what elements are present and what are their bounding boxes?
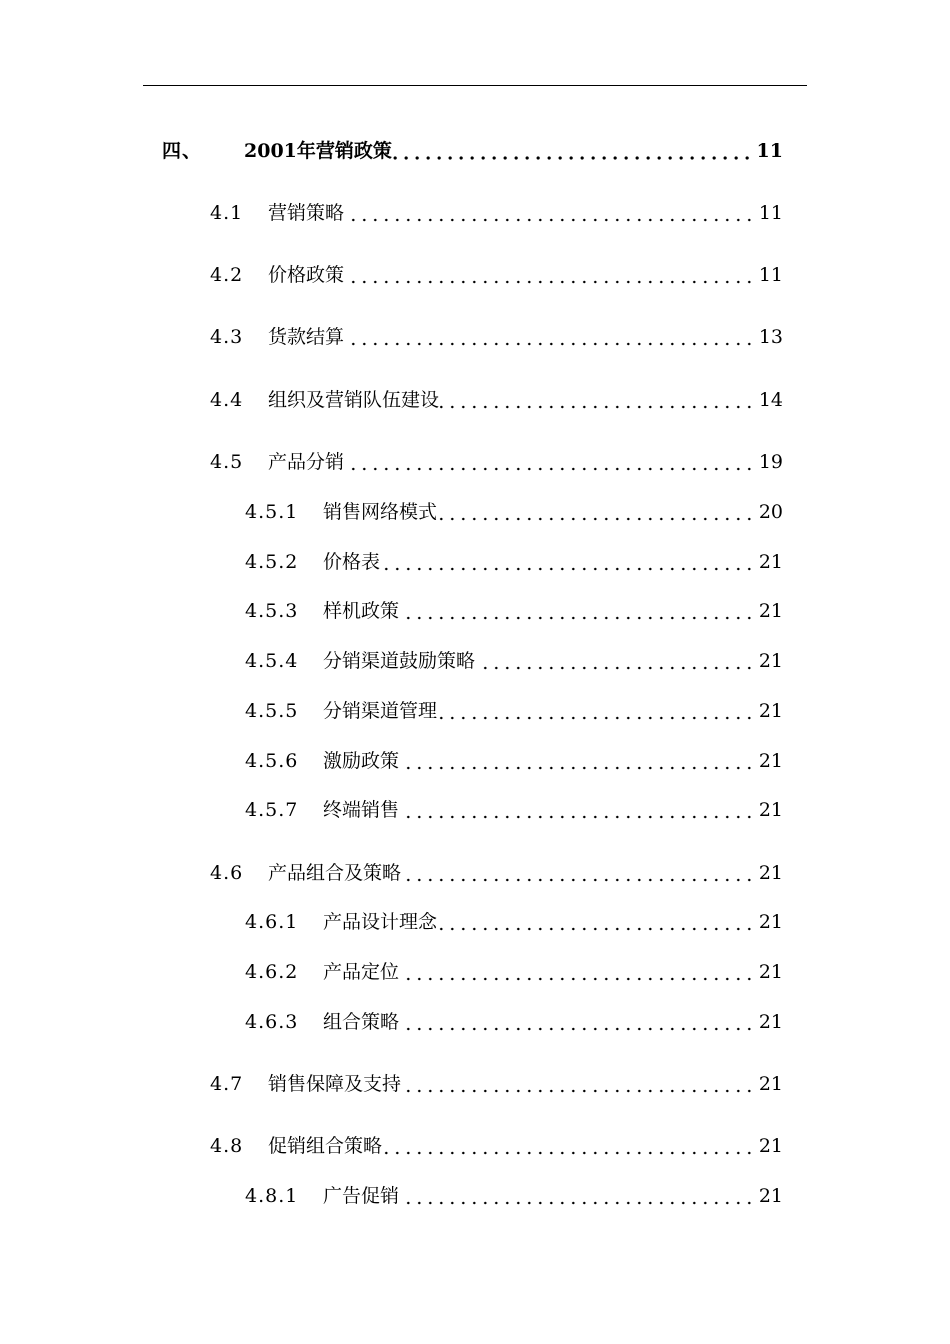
dot-leader [438, 907, 755, 937]
toc-title: 分销渠道鼓励策略 [323, 650, 476, 672]
toc-number: 4.5.3 [245, 600, 299, 622]
toc-entry-4-5-2[interactable] [245, 547, 783, 577]
toc-title: 促销组合策略 [268, 1135, 383, 1157]
toc-title: 组织及营销队伍建设 [268, 389, 440, 411]
toc-page-number: 21 [758, 1135, 783, 1157]
toc-page-number: 21 [758, 750, 783, 772]
toc-entry-4-8-1[interactable] [245, 1181, 783, 1211]
toc-title: 样机政策 [323, 600, 400, 622]
dot-leader [402, 1069, 755, 1099]
toc-number: 4.1 [210, 202, 244, 224]
toc-entry-4-7[interactable] [210, 1069, 783, 1099]
toc-page-number: 21 [758, 911, 783, 933]
dot-leader [438, 497, 755, 527]
toc-number: 4.8.1 [245, 1185, 299, 1207]
toc-page-number: 21 [758, 799, 783, 821]
toc-entry-4-5-5[interactable] [245, 696, 783, 726]
toc-entry-4-6-1[interactable] [245, 907, 783, 937]
toc-page-number: 21 [758, 1011, 783, 1033]
toc-title: 产品定位 [323, 961, 400, 983]
toc-number: 4.6 [210, 862, 244, 884]
toc-title: 分销渠道管理 [323, 700, 438, 722]
toc-title: 价格政策 [268, 264, 345, 286]
toc-page-number: 20 [758, 501, 783, 523]
dot-leader [383, 1131, 755, 1161]
toc-page-number: 21 [758, 700, 783, 722]
toc-page-number: 21 [758, 961, 783, 983]
dot-leader [345, 322, 755, 352]
dot-leader [476, 646, 755, 676]
dot-leader [400, 1007, 755, 1037]
toc-entry-4-5-4[interactable] [245, 646, 783, 676]
toc-page-number: 19 [758, 451, 783, 473]
dot-leader [345, 447, 755, 477]
toc-number: 4.5.7 [245, 799, 299, 821]
toc-entry-4-4[interactable] [210, 385, 783, 415]
dot-leader [400, 957, 755, 987]
toc-number: 4.6.3 [245, 1011, 299, 1033]
toc-entry-4-3[interactable] [210, 322, 783, 352]
toc-page-number: 13 [758, 326, 783, 348]
toc-entry-4-1[interactable] [210, 198, 783, 228]
toc-page-number: 14 [758, 389, 783, 411]
toc-entry-4-6-2[interactable] [245, 957, 783, 987]
toc-number: 4.6.1 [245, 911, 299, 933]
dot-leader [400, 746, 755, 776]
toc-page-number: 11 [756, 140, 783, 162]
toc-title: 产品设计理念 [323, 911, 438, 933]
toc-title: 销售保障及支持 [268, 1073, 402, 1095]
toc-title: 产品分销 [268, 451, 345, 473]
toc-page-number: 21 [758, 862, 783, 884]
toc-number: 4.5.4 [245, 650, 299, 672]
toc-entry-4-5-1[interactable] [245, 497, 783, 527]
toc-number: 4.5.5 [245, 700, 299, 722]
toc-number: 四、 [162, 140, 203, 162]
toc-title: 终端销售 [323, 799, 400, 821]
toc-page-number: 21 [758, 1185, 783, 1207]
dot-leader [400, 596, 755, 626]
toc-title: 激励政策 [323, 750, 400, 772]
toc-title: 价格表 [323, 551, 381, 573]
dot-leader [381, 547, 755, 577]
toc-title: 产品组合及策略 [268, 862, 402, 884]
dot-leader [400, 1181, 755, 1211]
dot-leader [438, 696, 755, 726]
toc-entry-4-5-6[interactable] [245, 746, 783, 776]
toc-entry-4-5-7[interactable] [245, 795, 783, 825]
toc-page-number: 21 [758, 600, 783, 622]
toc-title: 组合策略 [323, 1011, 400, 1033]
toc-page-number: 11 [758, 264, 783, 286]
toc-page-number: 21 [758, 551, 783, 573]
toc-number: 4.4 [210, 389, 244, 411]
toc-page-number: 21 [758, 650, 783, 672]
toc-page-number: 11 [758, 202, 783, 224]
toc-page-number: 21 [758, 1073, 783, 1095]
toc-title: 2001年营销政策 [244, 140, 392, 162]
dot-leader [400, 795, 755, 825]
toc-entry-4[interactable] [162, 136, 783, 166]
dot-leader [345, 260, 755, 290]
toc-title: 广告促销 [323, 1185, 400, 1207]
toc-entry-4-8[interactable] [210, 1131, 783, 1161]
toc-number: 4.3 [210, 326, 244, 348]
toc-number: 4.5.1 [245, 501, 299, 523]
dot-leader [345, 198, 755, 228]
toc-entry-4-6[interactable] [210, 858, 783, 888]
dot-leader [402, 858, 755, 888]
toc-entry-4-6-3[interactable] [245, 1007, 783, 1037]
toc-number: 4.8 [210, 1135, 244, 1157]
toc-number: 4.5.6 [245, 750, 299, 772]
dot-leader [393, 136, 753, 166]
toc-number: 4.5 [210, 451, 244, 473]
toc-title: 货款结算 [268, 326, 345, 348]
toc-number: 4.5.2 [245, 551, 299, 573]
toc-title: 销售网络模式 [323, 501, 438, 523]
toc-entry-4-5[interactable] [210, 447, 783, 477]
toc-number: 4.7 [210, 1073, 244, 1095]
toc-entry-4-2[interactable] [210, 260, 783, 290]
dot-leader [440, 385, 755, 415]
toc-entry-4-5-3[interactable] [245, 596, 783, 626]
toc-title: 营销策略 [268, 202, 345, 224]
toc-number: 4.2 [210, 264, 244, 286]
toc-number: 4.6.2 [245, 961, 299, 983]
